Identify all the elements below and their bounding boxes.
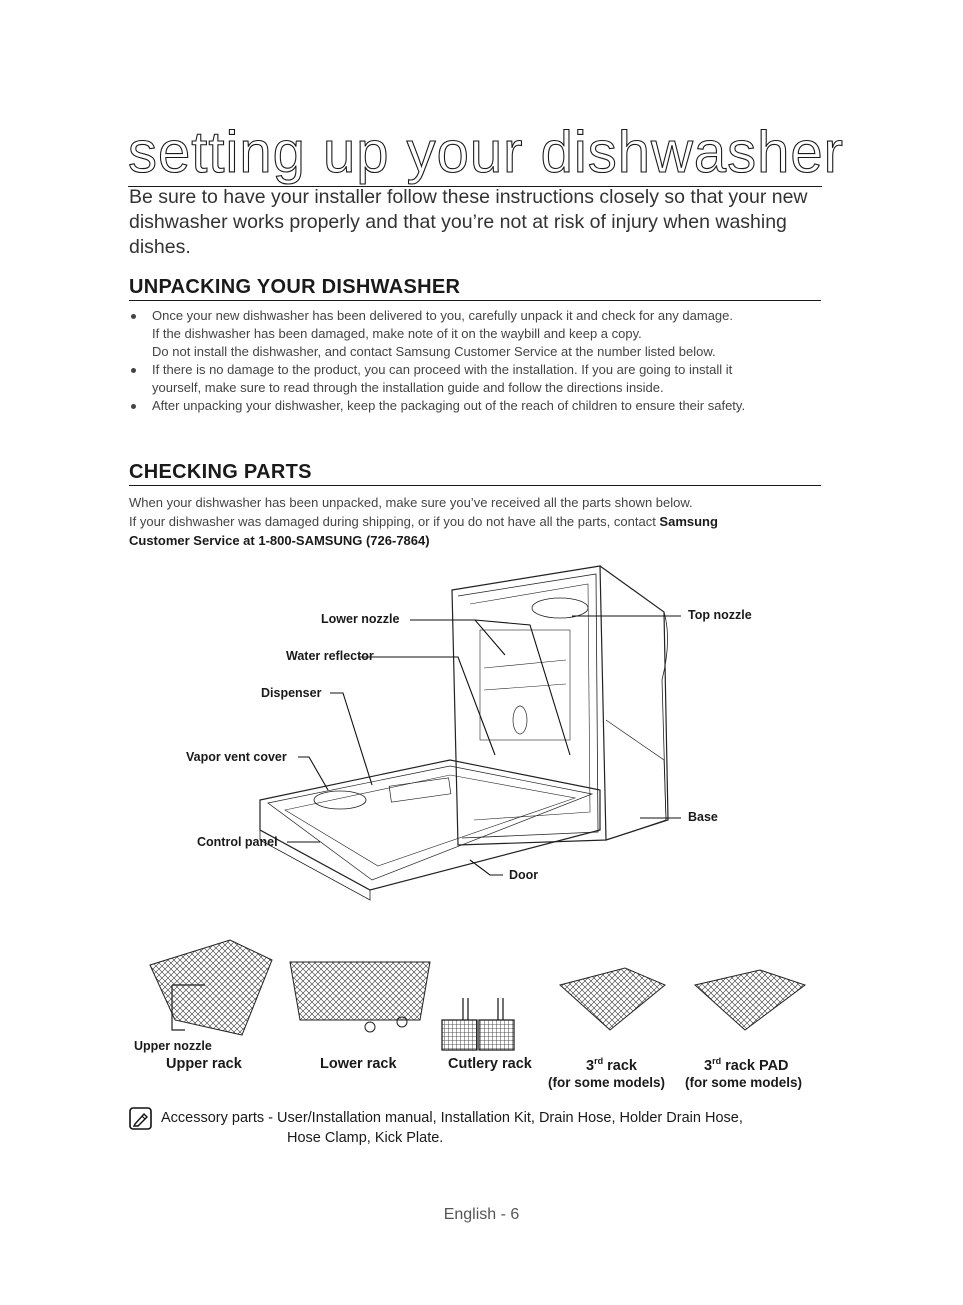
page-title: setting up your dishwasher <box>128 120 844 185</box>
label-upper-nozzle: Upper nozzle <box>134 1039 212 1053</box>
label-vapor-vent-cover: Vapor vent cover <box>186 750 287 764</box>
label-third-rack-pad: 3rd rack PAD <box>704 1056 789 1074</box>
upper-rack-image <box>150 940 272 1035</box>
third-rack-image <box>560 968 665 1030</box>
label-control-panel: Control panel <box>197 835 278 849</box>
lower-rack-image <box>290 962 430 1020</box>
label-third-rack-pad-note: (for some models) <box>685 1075 803 1090</box>
list-item: If there is no damage to the product, you can proceed with the installation. If you are going to install it yourself, make sure to read through the installation guide and follow the directions inside. <box>129 361 829 397</box>
intro-paragraph: Be sure to have your installer follow these instructions closely so that your new dishwasher works properly and that you’re not at risk of injury when washing dishes. <box>129 186 808 258</box>
label-upper-rack: Upper rack <box>166 1056 242 1072</box>
third-rack-pad-image <box>695 970 805 1030</box>
label-lower-rack: Lower rack <box>320 1056 397 1072</box>
unpacking-heading: UNPACKING YOUR DISHWASHER <box>129 276 821 301</box>
label-door: Door <box>509 868 539 882</box>
page-footer: English - 6 <box>443 1206 520 1223</box>
checking-heading: CHECKING PARTS <box>129 461 821 486</box>
list-item: After unpacking your dishwasher, keep the packaging out of the reach of children to ensure their safety. <box>129 397 829 415</box>
label-third-rack: 3rd rack <box>586 1056 637 1074</box>
label-base: Base <box>688 810 718 824</box>
accessory-note: Accessory parts - User/Installation manual, Installation Kit, Drain Hose, Holder Drain Hose, Hose Clamp, Kick Plate. <box>161 1110 743 1146</box>
label-dispenser: Dispenser <box>261 686 322 700</box>
label-top-nozzle: Top nozzle <box>688 608 752 622</box>
list-item: Once your new dishwasher has been delivered to you, carefully unpack it and check for any damage. If the dishwasher has been damaged, make note of it on the waybill and keep a copy. Do not install the dishwasher, and contact Samsung Customer Service at the number listed below. <box>129 307 829 361</box>
checking-paragraph: When your dishwasher has been unpacked, make sure you’ve received all the parts shown below. If your dishwasher was damaged during shipping, or if you do not have all the parts, contact Samsung Customer Service at 1-800-SAMSUNG (726-7864) <box>129 495 718 548</box>
label-water-reflector: Water reflector <box>286 649 374 663</box>
cutlery-rack-image <box>442 998 514 1050</box>
label-cutlery-rack: Cutlery rack <box>448 1056 532 1072</box>
label-third-rack-note: (for some models) <box>548 1075 666 1090</box>
note-icon <box>129 1107 153 1131</box>
label-lower-nozzle: Lower nozzle <box>321 612 400 626</box>
